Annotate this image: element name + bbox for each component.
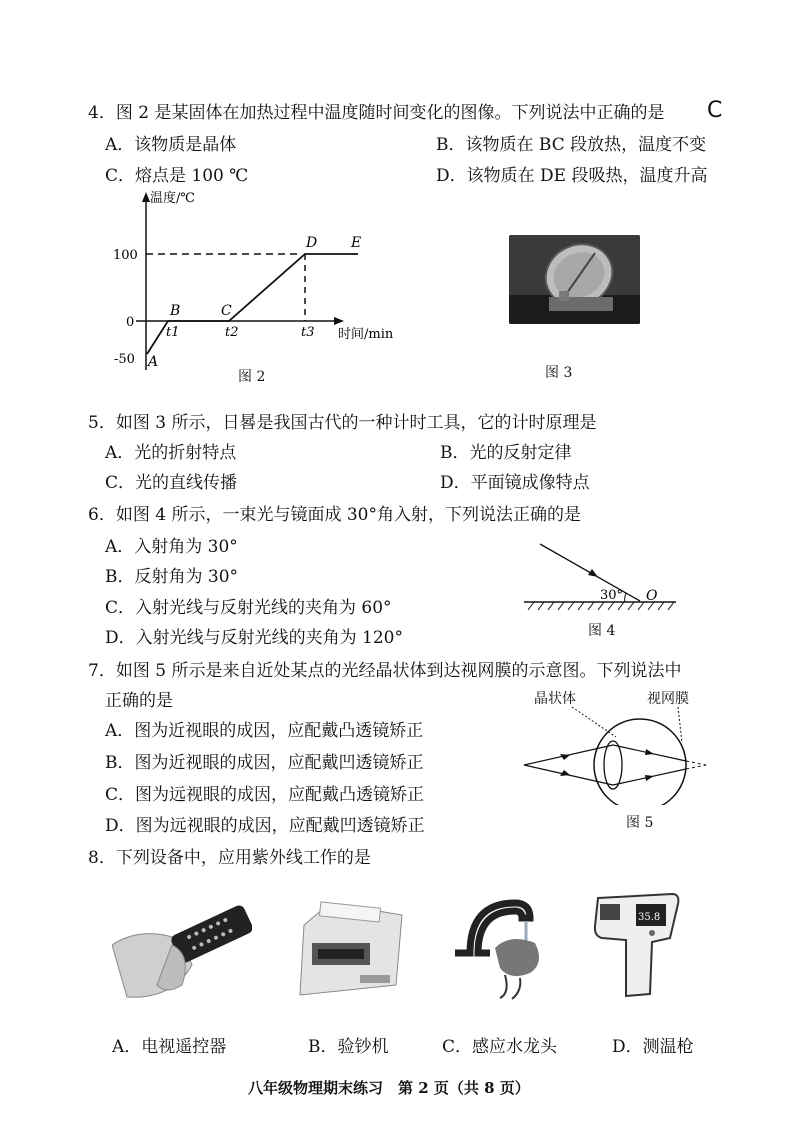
y-axis-arrow xyxy=(142,192,150,202)
money-detector-image xyxy=(290,895,410,1000)
q4-option-c: C．熔点是 100 ℃ xyxy=(105,166,249,186)
x-axis-arrow xyxy=(334,317,344,325)
q4-option-b: B．该物质在 BC 段放热，温度不变 xyxy=(436,135,707,155)
tv-remote-image xyxy=(112,905,252,1005)
q8-option-d: D．测温枪 xyxy=(612,1037,694,1057)
q8-option-a: A．电视遥控器 xyxy=(112,1037,227,1057)
q4-option-a: A．该物质是晶体 xyxy=(105,135,237,155)
arrow-top-out xyxy=(645,749,654,755)
figure-4-diagram xyxy=(520,540,680,615)
sundial-photo xyxy=(509,235,640,324)
q5-option-a: A．光的折射特点 xyxy=(105,443,237,463)
arrow-bottom-out xyxy=(645,775,654,781)
q8-stem: 8．下列设备中，应用紫外线工作的是 xyxy=(88,848,371,868)
retina-label: 视网膜 xyxy=(647,691,689,707)
page-footer: 八年级物理期末练习 第 2 页（共 8 页） xyxy=(248,1079,530,1097)
retina-pointer xyxy=(678,707,682,743)
ytick-neg50: -50 xyxy=(114,352,135,367)
q7-option-d: D．图为远视眼的成因，应配戴凹透镜矫正 xyxy=(105,816,425,836)
figure-4-caption: 图 4 xyxy=(588,623,616,639)
q4-stem: 4．图 2 是某固体在加热过程中温度随时间变化的图像。下列说法中正确的是 xyxy=(88,103,665,123)
crystalline-lens xyxy=(604,741,622,789)
ytick-100: 100 xyxy=(113,248,138,263)
q5-option-b: B．光的反射定律 xyxy=(440,443,572,463)
xtick-t1: t1 xyxy=(166,325,180,340)
q8-option-b: B．验钞机 xyxy=(308,1037,389,1057)
ray-arrow xyxy=(588,569,598,577)
handwritten-answer: C xyxy=(707,98,723,123)
figure-5-caption: 图 5 xyxy=(626,815,654,831)
q8-option-c: C．感应水龙头 xyxy=(442,1037,558,1057)
q6-option-a: A．入射角为 30° xyxy=(105,537,238,557)
figure-2-caption: 图 2 xyxy=(238,369,266,385)
figure-5-eye-diagram xyxy=(520,705,710,805)
xtick-t3: t3 xyxy=(301,325,315,340)
q7-stem-line1: 7．如图 5 所示是来自近处某点的光经晶状体到达视网膜的示意图。下列说法中 xyxy=(88,661,682,681)
q7-stem-line2: 正确的是 xyxy=(105,691,173,711)
lens-pointer xyxy=(572,707,616,737)
sundial-image xyxy=(509,235,640,324)
q5-option-c: C．光的直线传播 xyxy=(105,473,238,493)
q6-stem: 6．如图 4 所示，一束光与镜面成 30°角入射，下列说法正确的是 xyxy=(88,505,581,525)
point-e: E xyxy=(351,235,362,251)
ytick-0: 0 xyxy=(126,315,135,330)
point-c: C xyxy=(221,303,232,319)
y-axis-label: 温度/℃ xyxy=(150,191,195,206)
point-a: A xyxy=(148,354,159,370)
q5-option-d: D．平面镜成像特点 xyxy=(440,473,590,493)
q6-option-d: D．入射光线与反射光线的夹角为 120° xyxy=(105,628,403,648)
q7-option-c: C．图为远视眼的成因，应配戴凸透镜矫正 xyxy=(105,785,425,805)
lens-label: 晶状体 xyxy=(534,691,576,707)
figure-3-caption: 图 3 xyxy=(545,365,573,381)
point-b: B xyxy=(170,303,181,319)
angle-arc xyxy=(625,593,626,602)
ray-top-virtual xyxy=(686,761,706,765)
q6-option-b: B．反射角为 30° xyxy=(105,567,239,587)
thermometer-display: 35.8 xyxy=(638,912,661,923)
q7-option-b: B．图为近视眼的成因，应配戴凹透镜矫正 xyxy=(105,753,424,773)
x-axis-label: 时间/min xyxy=(338,327,394,342)
q4-option-d: D．该物质在 DE 段吸热，温度升高 xyxy=(436,166,708,186)
angle-label: 30° xyxy=(600,588,624,603)
ray-bottom-virtual xyxy=(686,765,706,769)
q7-option-a: A．图为近视眼的成因，应配戴凸透镜矫正 xyxy=(105,721,424,741)
q6-option-c: C．入射光线与反射光线的夹角为 60° xyxy=(105,598,392,618)
faucet-image xyxy=(450,893,570,1003)
thermometer-gun-image xyxy=(592,890,682,1000)
xtick-t2: t2 xyxy=(225,325,239,340)
point-d: D xyxy=(306,235,318,251)
q5-stem: 5．如图 3 所示，日晷是我国古代的一种计时工具，它的计时原理是 xyxy=(88,413,597,433)
figure-2-graph xyxy=(110,190,410,380)
point-o-label: O xyxy=(646,588,658,604)
